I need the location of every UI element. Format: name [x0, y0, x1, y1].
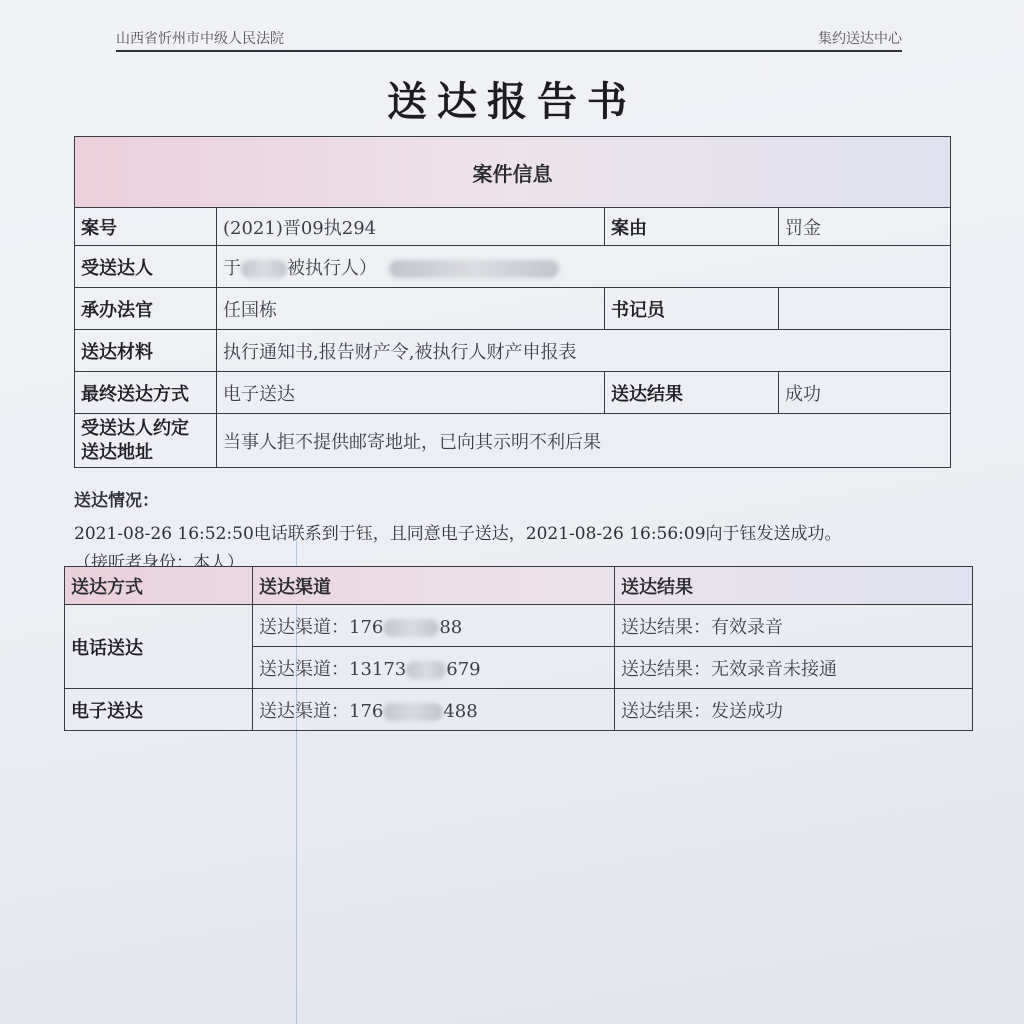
delivery-result-label: 送达结果 — [605, 372, 779, 414]
agreed-address-label — [75, 414, 217, 468]
result-cell: 送达结果：发送成功 — [615, 689, 973, 731]
agreed-address-value: 当事人拒不提供邮寄地址，已向其示明不利后果 — [217, 414, 951, 468]
judge-value: 任国栋 — [217, 288, 605, 330]
delivery-situation — [74, 486, 954, 573]
result-column-header: 送达结果 — [615, 567, 973, 605]
method-column-header: 送达方式 — [65, 567, 253, 605]
document-title: 送达报告书 — [387, 79, 637, 125]
channel-prefix: 送达渠道：176 — [259, 700, 384, 722]
final-method-value: 电子送达 — [217, 372, 605, 414]
redacted-phone-blur — [406, 661, 446, 679]
delivery-center-name: 集约送达中心 — [818, 31, 902, 47]
redacted-phone-blur — [383, 619, 439, 637]
channel-prefix: 送达渠道：13173 — [259, 658, 407, 680]
case-number-label: 案号 — [75, 208, 217, 246]
agreed-address-label-line1: 受送达人约定 — [81, 417, 189, 439]
case-cause-label: 案由 — [605, 208, 779, 246]
channel-cell — [253, 605, 615, 647]
delivery-detail-table — [64, 566, 973, 731]
case-cause-value: 罚金 — [779, 208, 951, 246]
clerk-label: 书记员 — [605, 288, 779, 330]
channel-column-header: 送达渠道 — [253, 567, 615, 605]
redacted-phone-blur — [383, 703, 443, 721]
situation-label: 送达情况： — [74, 491, 159, 511]
result-cell: 送达结果：无效录音未接通 — [615, 647, 973, 689]
judge-label: 承办法官 — [75, 288, 217, 330]
result-cell: 送达结果：有效录音 — [615, 605, 973, 647]
recipient-value — [217, 246, 951, 288]
channel-suffix: 488 — [443, 700, 478, 722]
situation-text: 2021-08-26 16:52:50电话联系到于钰，且同意电子送达，2021-08-26 16:56:09向于钰发送成功。 — [74, 524, 842, 544]
redacted-name-blur — [241, 260, 287, 278]
materials-label: 送达材料 — [75, 330, 217, 372]
channel-cell — [253, 689, 615, 731]
recipient-label: 受送达人 — [75, 246, 217, 288]
electronic-method-cell: 电子送达 — [65, 689, 253, 731]
case-info-heading: 案件信息 — [75, 137, 951, 208]
channel-cell — [253, 647, 615, 689]
materials-value: 执行通知书,报告财产令,被执行人财产申报表 — [217, 330, 951, 372]
final-method-label: 最终送达方式 — [75, 372, 217, 414]
table-row — [65, 689, 973, 731]
redacted-id-blur — [389, 260, 559, 278]
table-row — [65, 605, 973, 647]
case-number-value: (2021)晋09执294 — [217, 208, 605, 246]
agreed-address-label-line2: 送达地址 — [81, 441, 153, 463]
phone-method-cell: 电话送达 — [65, 605, 253, 689]
situation-note: （接听者身份：本人） — [74, 553, 244, 573]
header-rule — [116, 50, 902, 52]
case-info-table — [74, 136, 951, 468]
channel-prefix: 送达渠道：176 — [259, 616, 384, 638]
court-name: 山西省忻州市中级人民法院 — [116, 31, 284, 47]
channel-suffix: 679 — [446, 658, 481, 680]
recipient-surname: 于 — [223, 257, 241, 279]
recipient-role: 被执行人） — [287, 257, 377, 279]
delivery-result-value: 成功 — [779, 372, 951, 414]
clerk-value — [779, 288, 951, 330]
channel-suffix: 88 — [439, 616, 463, 638]
document-header — [116, 28, 902, 48]
